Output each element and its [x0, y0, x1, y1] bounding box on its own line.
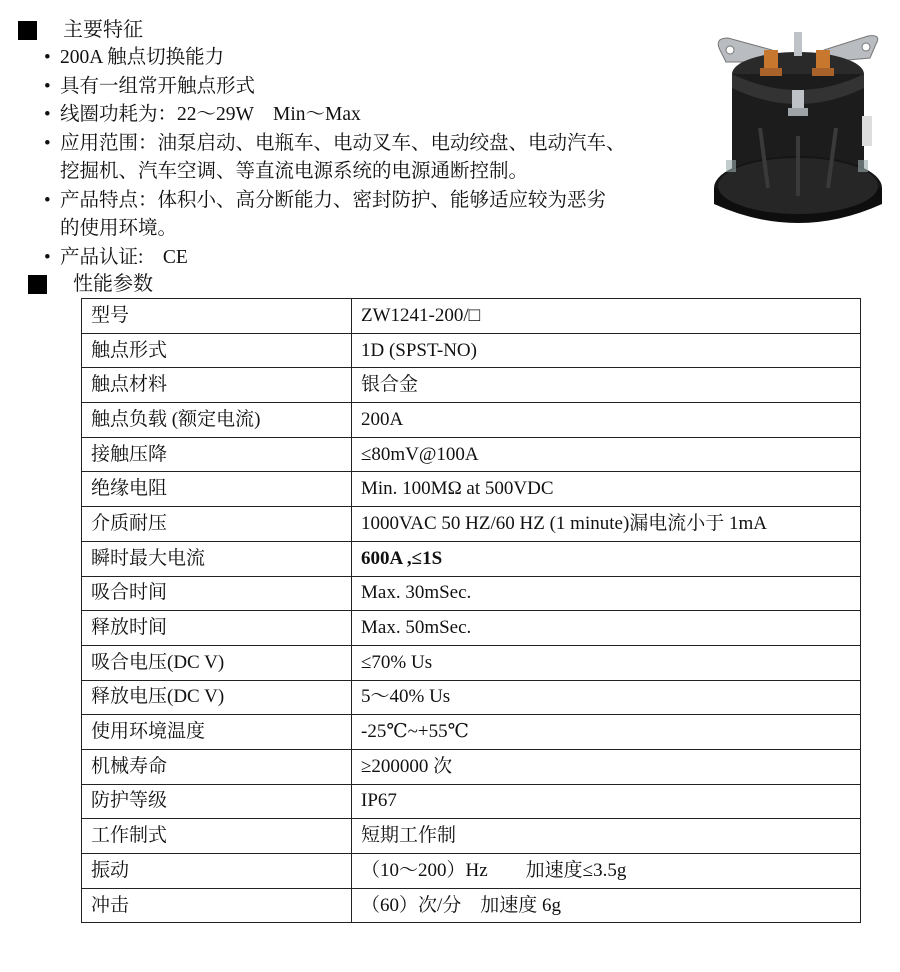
param-label: 释放时间	[82, 611, 352, 646]
table-row	[82, 749, 861, 784]
params-heading	[18, 272, 153, 296]
feature-item	[40, 73, 700, 102]
table-row	[82, 888, 861, 923]
param-value: 1D (SPST-NO)	[352, 333, 861, 368]
param-value: IP67	[352, 784, 861, 819]
table-row	[82, 507, 861, 542]
param-label: 工作制式	[82, 819, 352, 854]
features-list	[40, 44, 700, 272]
feature-text: 应用范围：油泵启动、电瓶车、电动叉车、电动绞盘、电动汽车、	[60, 132, 626, 154]
table-row	[82, 472, 861, 507]
table-row	[82, 541, 861, 576]
param-value: （10～200）Hz 加速度≤3.5g	[352, 854, 861, 889]
table-row	[82, 403, 861, 438]
feature-text: 具有一组常开触点形式	[60, 75, 256, 97]
feature-item	[40, 101, 700, 130]
param-value: ZW1241-200/□	[352, 299, 861, 334]
table-row	[82, 299, 861, 334]
bullet-dot-icon: •	[44, 104, 51, 125]
bullet-dot-icon: •	[44, 132, 51, 154]
param-label: 触点材料	[82, 368, 352, 403]
param-value: 200A	[352, 403, 861, 438]
param-label: 使用环境温度	[82, 715, 352, 750]
feature-item	[40, 158, 700, 187]
param-value: 短期工作制	[352, 819, 861, 854]
param-label: 触点负载 (额定电流)	[82, 403, 352, 438]
param-label: 触点形式	[82, 333, 352, 368]
param-label: 冲击	[82, 888, 352, 923]
param-value: 1000VAC 50 HZ/60 HZ (1 minute)漏电流小于 1mA	[352, 507, 861, 542]
features-title: 主要特征	[63, 19, 143, 41]
feature-item	[40, 44, 700, 73]
table-row	[82, 611, 861, 646]
bullet-dot-icon: •	[44, 47, 51, 68]
relay-product-image	[712, 28, 884, 238]
feature-text: 产品认证: CE	[60, 246, 188, 268]
param-label: 吸合电压(DC V)	[82, 645, 352, 680]
square-bullet-icon	[18, 21, 37, 40]
feature-item	[40, 244, 700, 273]
param-value: （60）次/分 加速度 6g	[352, 888, 861, 923]
param-label: 接触压降	[82, 437, 352, 472]
param-label: 型号	[82, 299, 352, 334]
table-row	[82, 854, 861, 889]
feature-item	[40, 215, 700, 244]
feature-text: 200A 触点切换能力	[60, 47, 225, 68]
table-row	[82, 368, 861, 403]
table-row	[82, 645, 861, 680]
param-value: 600A ,≤1S	[352, 541, 861, 576]
table-row	[82, 680, 861, 715]
param-value: 5～40% Us	[352, 680, 861, 715]
param-label: 吸合时间	[82, 576, 352, 611]
square-bullet-icon	[28, 275, 47, 294]
param-value: ≤70% Us	[352, 645, 861, 680]
param-label: 瞬时最大电流	[82, 541, 352, 576]
feature-text: 产品特点：体积小、高分断能力、密封防护、能够适应较为恶劣	[60, 189, 607, 211]
param-label: 绝缘电阻	[82, 472, 352, 507]
features-heading	[18, 18, 143, 42]
param-value: Max. 50mSec.	[352, 611, 861, 646]
feature-text: 的使用环境。	[60, 218, 178, 239]
table-row	[82, 576, 861, 611]
feature-text: 挖掘机、汽车空调、等直流电源系统的电源通断控制。	[60, 161, 529, 182]
feature-item	[40, 130, 700, 159]
table-row	[82, 784, 861, 819]
param-label: 机械寿命	[82, 749, 352, 784]
feature-text: 线圈功耗为：22～29W Min～Max	[60, 104, 361, 125]
param-label: 介质耐压	[82, 507, 352, 542]
spec-table	[81, 298, 861, 923]
table-row	[82, 819, 861, 854]
table-row	[82, 333, 861, 368]
bullet-dot-icon: •	[44, 189, 51, 211]
param-value: -25℃~+55℃	[352, 715, 861, 750]
table-row	[82, 437, 861, 472]
feature-item	[40, 187, 700, 216]
table-row	[82, 715, 861, 750]
bullet-dot-icon: •	[44, 246, 51, 268]
param-value: ≥200000 次	[352, 749, 861, 784]
param-value: ≤80mV@100A	[352, 437, 861, 472]
param-value: Max. 30mSec.	[352, 576, 861, 611]
params-title: 性能参数	[73, 273, 153, 295]
param-value: 银合金	[352, 368, 861, 403]
param-value: Min. 100MΩ at 500VDC	[352, 472, 861, 507]
param-label: 防护等级	[82, 784, 352, 819]
bullet-dot-icon: •	[44, 75, 51, 97]
param-label: 振动	[82, 854, 352, 889]
param-label: 释放电压(DC V)	[82, 680, 352, 715]
